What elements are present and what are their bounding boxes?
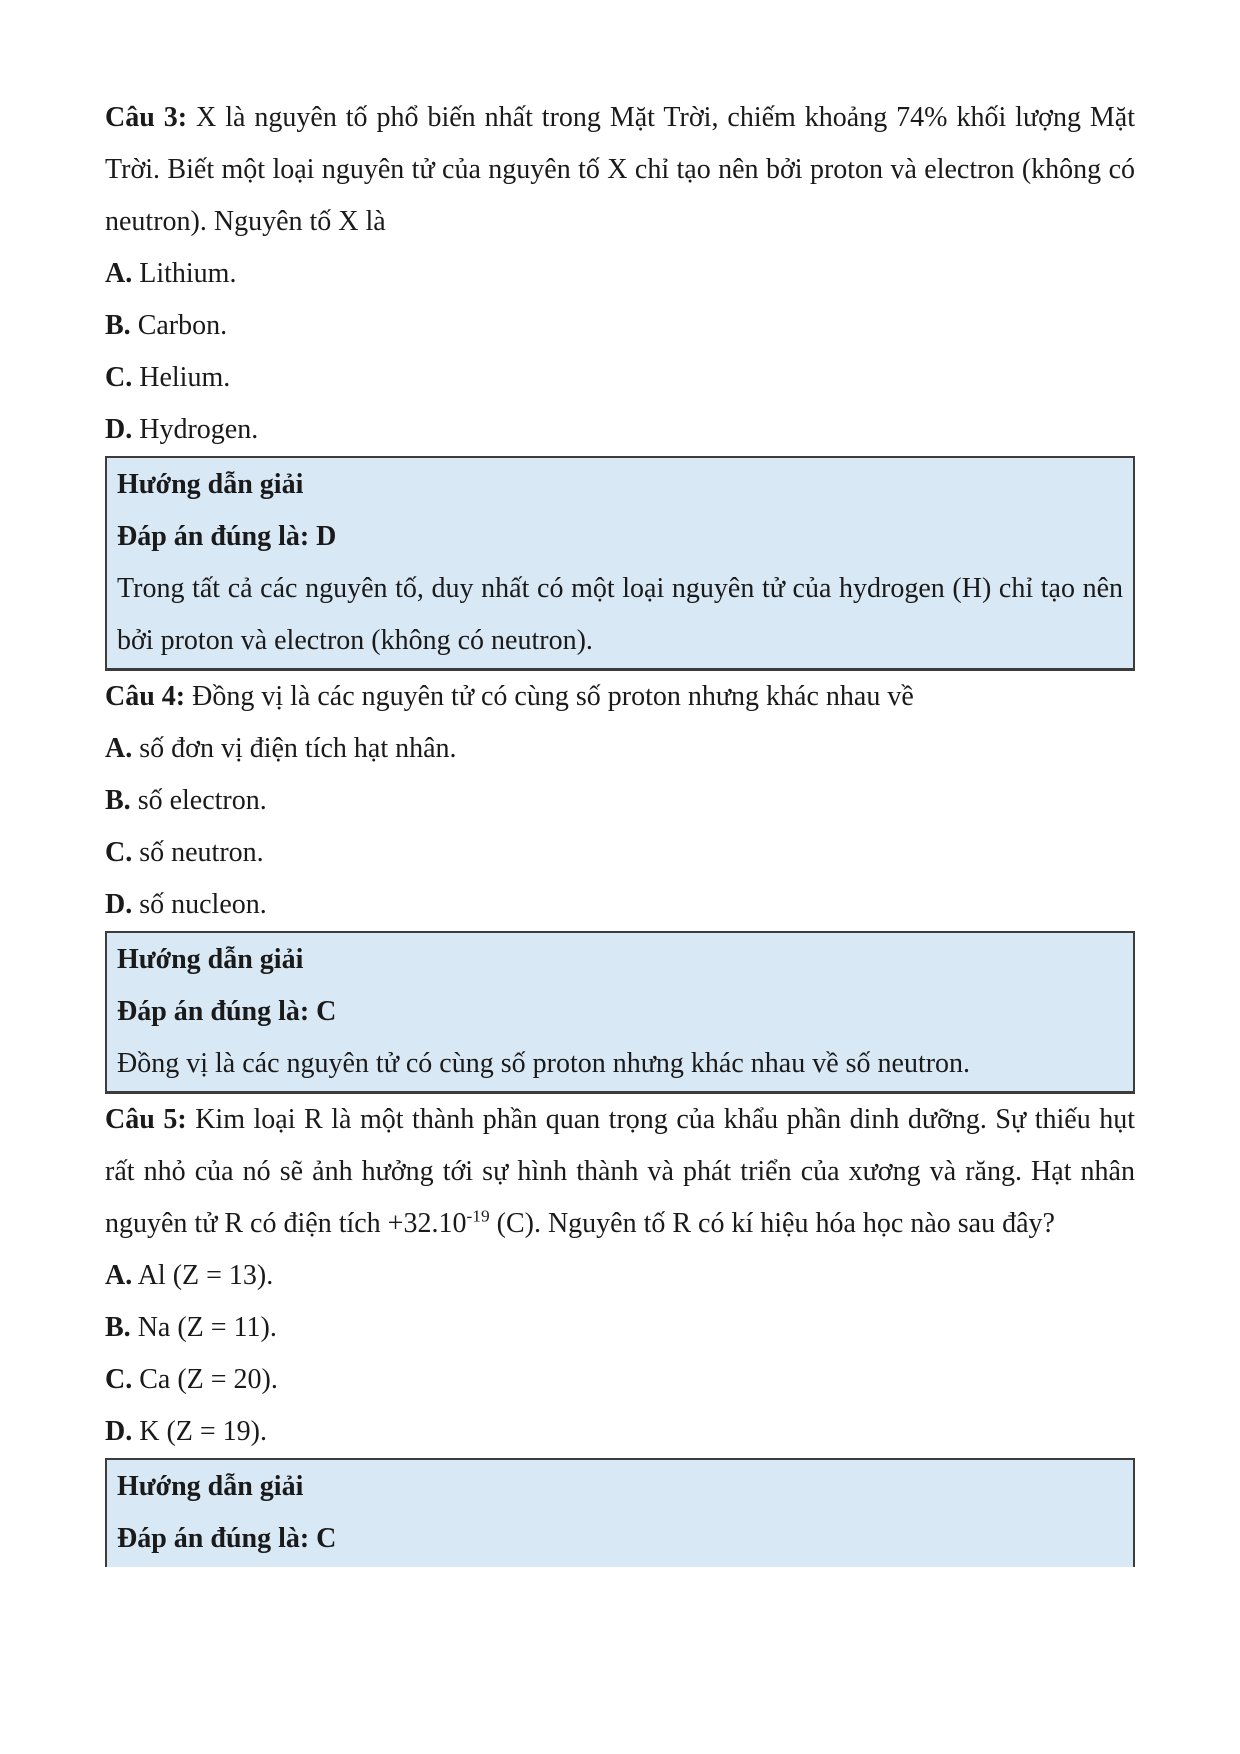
question-3-label: Câu 3:: [105, 102, 188, 133]
option-letter: B.: [105, 310, 131, 341]
solution-explanation: Đồng vị là các nguyên tử có cùng số proton nhưng khác nhau về số neutron.: [117, 1048, 971, 1079]
option-letter: A.: [105, 258, 133, 289]
option-letter: B.: [105, 785, 131, 816]
question-4-option-a: [105, 723, 1135, 775]
question-4-label: Câu 4:: [105, 681, 186, 712]
question-3-solution-box: [105, 456, 1135, 671]
option-letter: D.: [105, 1416, 133, 1447]
question-3-paragraph: [105, 92, 1135, 248]
option-letter: A.: [105, 1260, 133, 1291]
option-letter: C.: [105, 362, 133, 393]
question-5-option-d: [105, 1406, 1135, 1458]
question-5-text-after: (C). Nguyên tố R có kí hiệu hóa học nào sau đây?: [489, 1208, 1055, 1239]
option-text: số neutron.: [139, 837, 264, 868]
option-text: Al (Z = 13).: [137, 1260, 274, 1291]
option-text: số đơn vị điện tích hạt nhân.: [139, 733, 457, 764]
option-letter: D.: [105, 889, 133, 920]
question-3-option-c: [105, 352, 1135, 404]
option-text: K (Z = 19).: [139, 1416, 267, 1447]
option-text: Ca (Z = 20).: [139, 1364, 278, 1395]
solution-title: Hướng dẫn giải: [117, 469, 304, 500]
option-text: số nucleon.: [139, 889, 267, 920]
question-4-solution-box: [105, 931, 1135, 1094]
solution-explanation: Trong tất cả các nguyên tố, duy nhất có một loại nguyên tử của hydrogen (H) chỉ tạo nên bởi proton và electron (không có neutron).: [117, 573, 1123, 656]
question-4-text: Đồng vị là các nguyên tử có cùng số proton nhưng khác nhau về: [192, 681, 914, 712]
question-5-option-b: [105, 1302, 1135, 1354]
question-5-label: Câu 5:: [105, 1104, 187, 1135]
option-text: Helium.: [139, 362, 231, 393]
option-letter: C.: [105, 1364, 133, 1395]
option-text: Na (Z = 11).: [137, 1312, 277, 1343]
option-text: Carbon.: [137, 310, 228, 341]
solution-title: Hướng dẫn giải: [117, 944, 304, 975]
question-5-paragraph: [105, 1094, 1135, 1250]
question-3-option-d: [105, 404, 1135, 456]
question-4-option-d: [105, 879, 1135, 931]
question-3-option-b: [105, 300, 1135, 352]
question-4-option-b: [105, 775, 1135, 827]
option-text: Hydrogen.: [139, 414, 259, 445]
question-5-exponent: -19: [466, 1206, 490, 1226]
question-5-option-a: [105, 1250, 1135, 1302]
question-5-text: Kim loại R là một thành phần quan trọng của khẩu phần dinh dưỡng. Sự thiếu hụt rất nhỏ của nó sẽ ảnh hưởng tới sự hình thành và phát triển của xương và răng. Hạt nhân nguyên tử R có điện tích +32.10: [105, 1104, 1136, 1239]
solution-answer: Đáp án đúng là: C: [117, 1523, 337, 1554]
option-text: Lithium.: [139, 258, 237, 289]
option-letter: A.: [105, 733, 133, 764]
solution-title: Hướng dẫn giải: [117, 1471, 304, 1502]
question-5-solution-box: [105, 1458, 1135, 1567]
option-text: số electron.: [137, 785, 267, 816]
option-letter: B.: [105, 1312, 131, 1343]
question-3-option-a: [105, 248, 1135, 300]
question-4-paragraph: [105, 671, 1135, 723]
question-4-option-c: [105, 827, 1135, 879]
option-letter: C.: [105, 837, 133, 868]
solution-answer: Đáp án đúng là: D: [117, 521, 337, 552]
option-letter: D.: [105, 414, 133, 445]
solution-answer: Đáp án đúng là: C: [117, 996, 337, 1027]
question-3-text: X là nguyên tố phổ biến nhất trong Mặt Trời, chiếm khoảng 74% khối lượng Mặt Trời. Biết một loại nguyên tử của nguyên tố X chỉ tạo nên bởi proton và electron (không có neutron). Nguyên tố X là: [105, 102, 1136, 237]
question-5-option-c: [105, 1354, 1135, 1406]
